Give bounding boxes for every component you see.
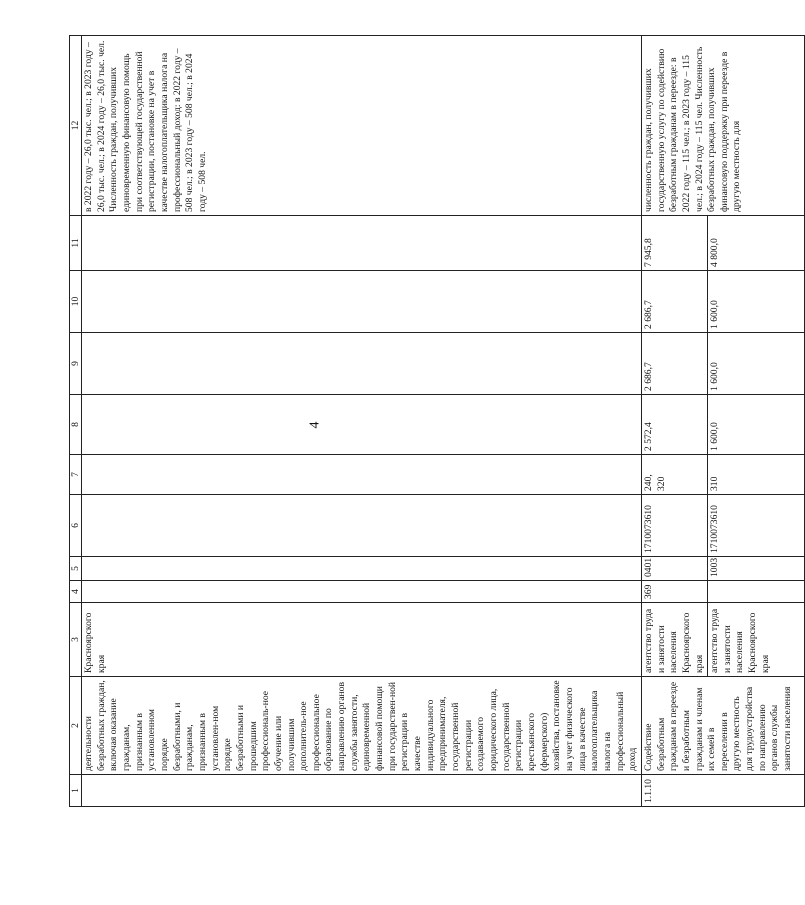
cell-grbs: 369 [641, 581, 707, 603]
cell-total: 7 945,8 [641, 216, 707, 271]
column-header: 5 [70, 557, 82, 581]
cell-expected-result: в 2022 году – 26,0 тыс. чел.; в 2023 году – 26,0 тыс. чел.; в 2024 году – 26,0 тыс. чел. Численность граждан, получивших единовременную финансовую помощь при соответствующей государственной регистрации, постановке на учет в качестве налогоплательщика налога на профессиональный доход: в 2022 году – 508 чел.; в 2023 году – 508 чел.; в 2024 году – 508 чел. [82, 36, 642, 216]
column-header: 3 [70, 603, 82, 677]
cell-year-2024: 1 600,0 [708, 271, 805, 333]
page-number: 4 [307, 421, 323, 429]
column-header: 8 [70, 395, 82, 455]
column-header: 7 [70, 455, 82, 495]
cell-section: 0401 [641, 557, 707, 581]
cell-executor: агентство труда и занятости населения Красноярского края [708, 603, 805, 677]
cell-year-2022: 1 600,0 [708, 395, 805, 455]
cell-expense-type: 240, 320 [641, 455, 707, 495]
column-header: 2 [70, 677, 82, 775]
cell-number [82, 775, 642, 807]
column-header: 12 [70, 36, 82, 216]
cell-total: 4 800,0 [708, 216, 805, 271]
cell-number: 1.1.10 [641, 775, 804, 807]
cell-year-2024: 2 686,7 [641, 271, 707, 333]
column-header: 11 [70, 216, 82, 271]
cell-measure-name: деятельности безработных граждан, включая оказание гражданам, признанным в установленном порядке безработными, и гражданам, признанным в установлен-ном порядке безработными и прошедшим профессиональ-ное обучение или получившим дополнитель-ное профессиональное образование по направлению органов службы занятости, единовременной финансовой помощи при государствен-ной регистрации в качестве индивидуального предпринимателя, государственной регистрации создаваемого юридического лица, государственной регистрации крестьянского (фермерского) хозяйства, постановке на учет физического лица в качестве налогоплательщика налога на профессиональный доход [82, 677, 642, 775]
column-header: 6 [70, 495, 82, 557]
cell-expense-type: 310 [708, 455, 805, 495]
column-header: 4 [70, 581, 82, 603]
cell-target-article [82, 495, 642, 557]
table-row-continued [82, 36, 642, 807]
cell-target-article: 1710073610 [708, 495, 805, 557]
cell-executor: агентство труда и занятости населения Красноярского края [641, 603, 707, 677]
program-table [69, 35, 805, 807]
cell-target-article: 1710073610 [641, 495, 707, 557]
cell-section: 1003 [708, 557, 805, 581]
cell-grbs [82, 581, 642, 603]
cell-year-2022 [82, 395, 642, 455]
column-header: 9 [70, 333, 82, 395]
cell-year-2023 [82, 333, 642, 395]
header-row [70, 36, 82, 807]
table-row-1110-a [641, 36, 707, 807]
column-header: 10 [70, 271, 82, 333]
cell-year-2023: 1 600,0 [708, 333, 805, 395]
cell-measure-name: Содействие безработным гражданам в переезде и безработным гражданам и членам их семей в переселении в другую местность для трудоустройства по направлению органов службы занятости населения [641, 677, 804, 775]
cell-executor: Красноярского края [82, 603, 642, 677]
cell-year-2024 [82, 271, 642, 333]
cell-expense-type [82, 455, 642, 495]
cell-grbs [708, 581, 805, 603]
cell-total [82, 216, 642, 271]
column-header: 1 [70, 775, 82, 807]
rotated-table-block [69, 36, 794, 807]
cell-section [82, 557, 642, 581]
cell-year-2023: 2 686,7 [641, 333, 707, 395]
cell-year-2022: 2 572,4 [641, 395, 707, 455]
cell-expected-result: численность граждан, получивших государственную услугу по содействию безработным гражданам в переезде: в 2022 году – 115 чел.; в 2023 году – 115 чел.; в 2024 году – 115 чел. Численность безработных граждан, получивших финансовую поддержку при переезде в другую местность для [641, 36, 804, 216]
